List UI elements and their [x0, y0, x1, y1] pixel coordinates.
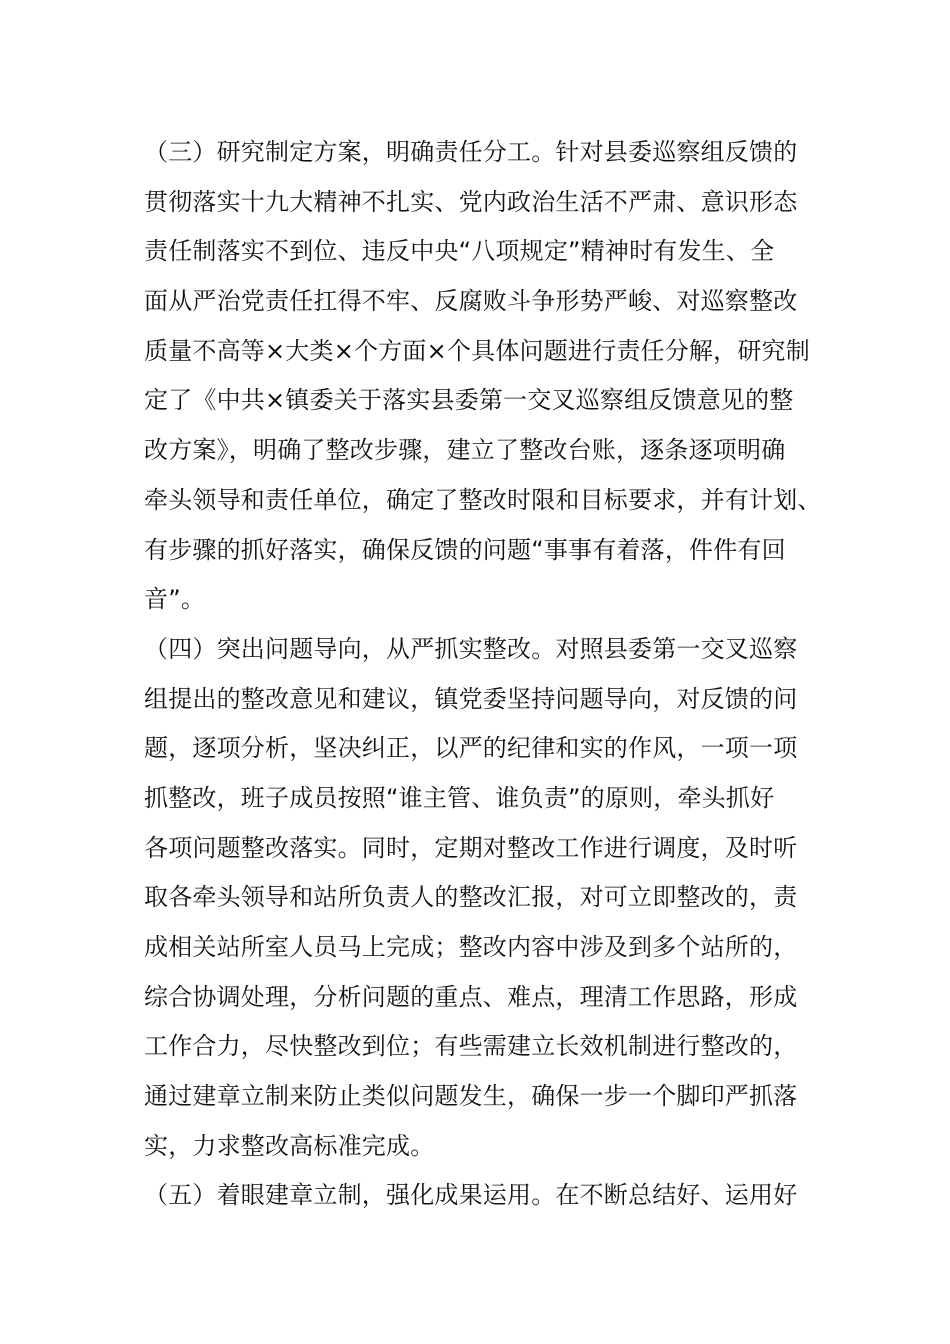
text-line: 牵头领导和责任单位，确定了整改时限和目标要求，并有计划、: [144, 485, 822, 514]
text-line: 贯彻落实十九大精神不扎实、党内政治生活不严肃、意识形态: [144, 187, 798, 216]
text-line: 通过建章立制来防止类似问题发生，确保一步一个脚印严抓落: [144, 1082, 798, 1111]
text-line: 责任制落实不到位、违反中央“八项规定”精神时有发生、全: [144, 237, 775, 266]
text-line: 各项问题整改落实。同时，定期对整改工作进行调度，及时听: [144, 833, 798, 862]
text-line: 题，逐项分析，坚决纠正，以严的纪律和实的作风，一项一项: [144, 734, 798, 763]
text-line: 取各牵头领导和站所负责人的整改汇报，对可立即整改的，责: [144, 883, 798, 912]
text-line: （三）研究制定方案，明确责任分工。针对县委巡察组反馈的: [144, 138, 798, 166]
text-line: 音”。: [144, 585, 206, 614]
text-line: （五）着眼建章立制，强化成果运用。在不断总结好、运用好: [144, 1181, 798, 1210]
text-line: 改方案》，明确了整改步骤，建立了整改台账，逐条逐项明确: [144, 436, 786, 465]
text-line: 综合协调处理，分析问题的重点、难点，理清工作思路，形成: [144, 982, 798, 1011]
text-line: 成相关站所室人员马上完成；整改内容中涉及到多个站所的，: [144, 933, 798, 961]
text-line: （四）突出问题导向，从严抓实整改。对照县委第一交叉巡察: [144, 634, 798, 663]
text-line: 工作合力，尽快整改到位；有些需建立长效机制进行整改的，: [144, 1032, 798, 1061]
text-line: 面从严治党责任扛得不牢、反腐败斗争形势严峻、对巡察整改: [144, 287, 798, 316]
text-line: 有步骤的抓好落实，确保反馈的问题“事事有着落，件件有回: [144, 535, 786, 564]
text-line: 定了《中共×镇委关于落实县委第一交叉巡察组反馈意见的整: [144, 386, 794, 415]
text-line: 抓整改，班子成员按照“谁主管、谁负责”的原则，牵头抓好: [144, 783, 775, 812]
text-line: 质量不高等×大类×个方面×个具体问题进行责任分解，研究制: [144, 336, 810, 365]
text-line: 组提出的整改意见和建议，镇党委坚持问题导向，对反馈的问: [144, 684, 798, 713]
body-text: [144, 128, 824, 1221]
text-line: 实，力求整改高标准完成。: [144, 1131, 435, 1160]
